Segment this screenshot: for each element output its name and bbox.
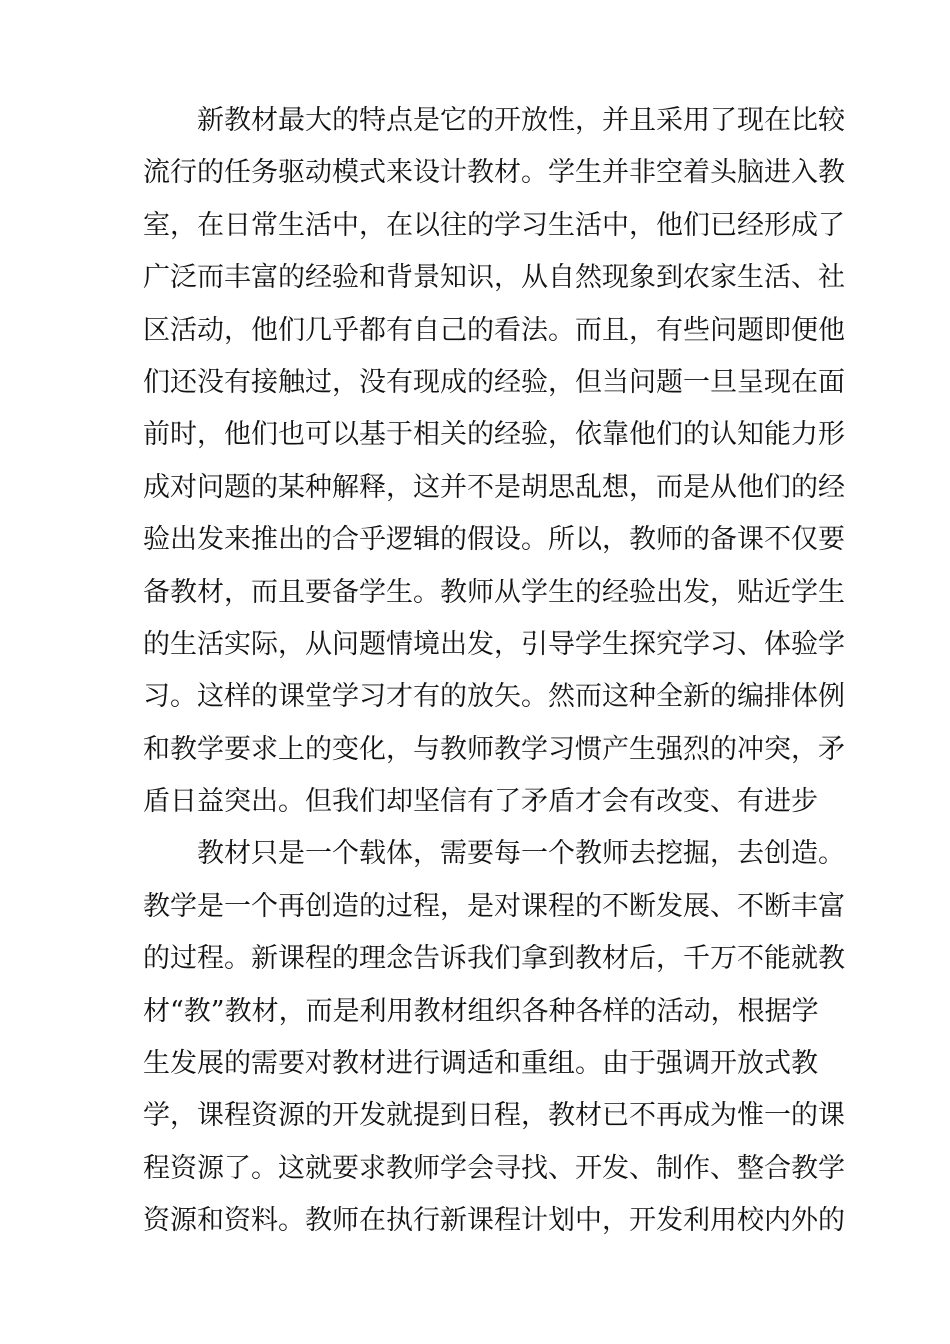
text-line: 成对问题的某种解释，这并不是胡思乱想，而是从他们的经 (143, 471, 845, 503)
text-line: 们还没有接触过，没有现成的经验，但当问题一旦呈现在面 (143, 366, 845, 398)
text-line: 教学是一个再创造的过程，是对课程的不断发展、不断丰富 (143, 890, 845, 922)
text-line: 备教材，而且要备学生。教师从学生的经验出发，贴近学生 (143, 576, 845, 608)
text-line: 和教学要求上的变化，与教师教学习惯产生强烈的冲突，矛 (143, 733, 845, 765)
text-line: 的过程。新课程的理念告诉我们拿到教材后，千万不能就教 (143, 943, 845, 975)
document-body (143, 95, 845, 1248)
text-line: 前时，他们也可以基于相关的经验，依靠他们的认知能力形 (143, 419, 845, 451)
text-line: 新教材最大的特点是它的开放性，并且采用了现在比较 (197, 105, 845, 136)
text-line: 材“教”教材，而是利用教材组织各种各样的活动，根据学 (143, 995, 819, 1027)
text-line: 教材只是一个载体，需要每一个教师去挖掘，去创造。 (197, 838, 845, 870)
text-line: 流行的任务驱动模式来设计教材。学生并非空着头脑进入教 (143, 157, 845, 189)
text-line: 资源和资料。教师在执行新课程计划中，开发利用校内外的 (143, 1205, 845, 1237)
text-line: 广泛而丰富的经验和背景知识，从自然现象到农家生活、社 (143, 262, 845, 294)
text-line: 学，课程资源的开发就提到日程，教材已不再成为惟一的课 (143, 1100, 845, 1132)
text-line: 的生活实际，从问题情境出发，引导学生探究学习、体验学 (143, 628, 845, 660)
text-line: 盾日益突出。但我们却坚信有了矛盾才会有改变、有进步 (143, 786, 818, 818)
text-line: 习。这样的课堂学习才有的放矢。然而这种全新的编排体例 (143, 681, 845, 713)
paragraph-1 (143, 95, 845, 828)
text-line: 生发展的需要对教材进行调适和重组。由于强调开放式教 (143, 1048, 818, 1080)
text-line: 验出发来推出的合乎逻辑的假设。所以，教师的备课不仅要 (143, 524, 845, 556)
text-line: 室，在日常生活中，在以往的学习生活中，他们已经形成了 (143, 209, 845, 241)
paragraph-2 (143, 828, 845, 1247)
text-line: 程资源了。这就要求教师学会寻找、开发、制作、整合教学 (143, 1152, 845, 1184)
text-line: 区活动，他们几乎都有自己的看法。而且，有些问题即便他 (143, 314, 845, 346)
